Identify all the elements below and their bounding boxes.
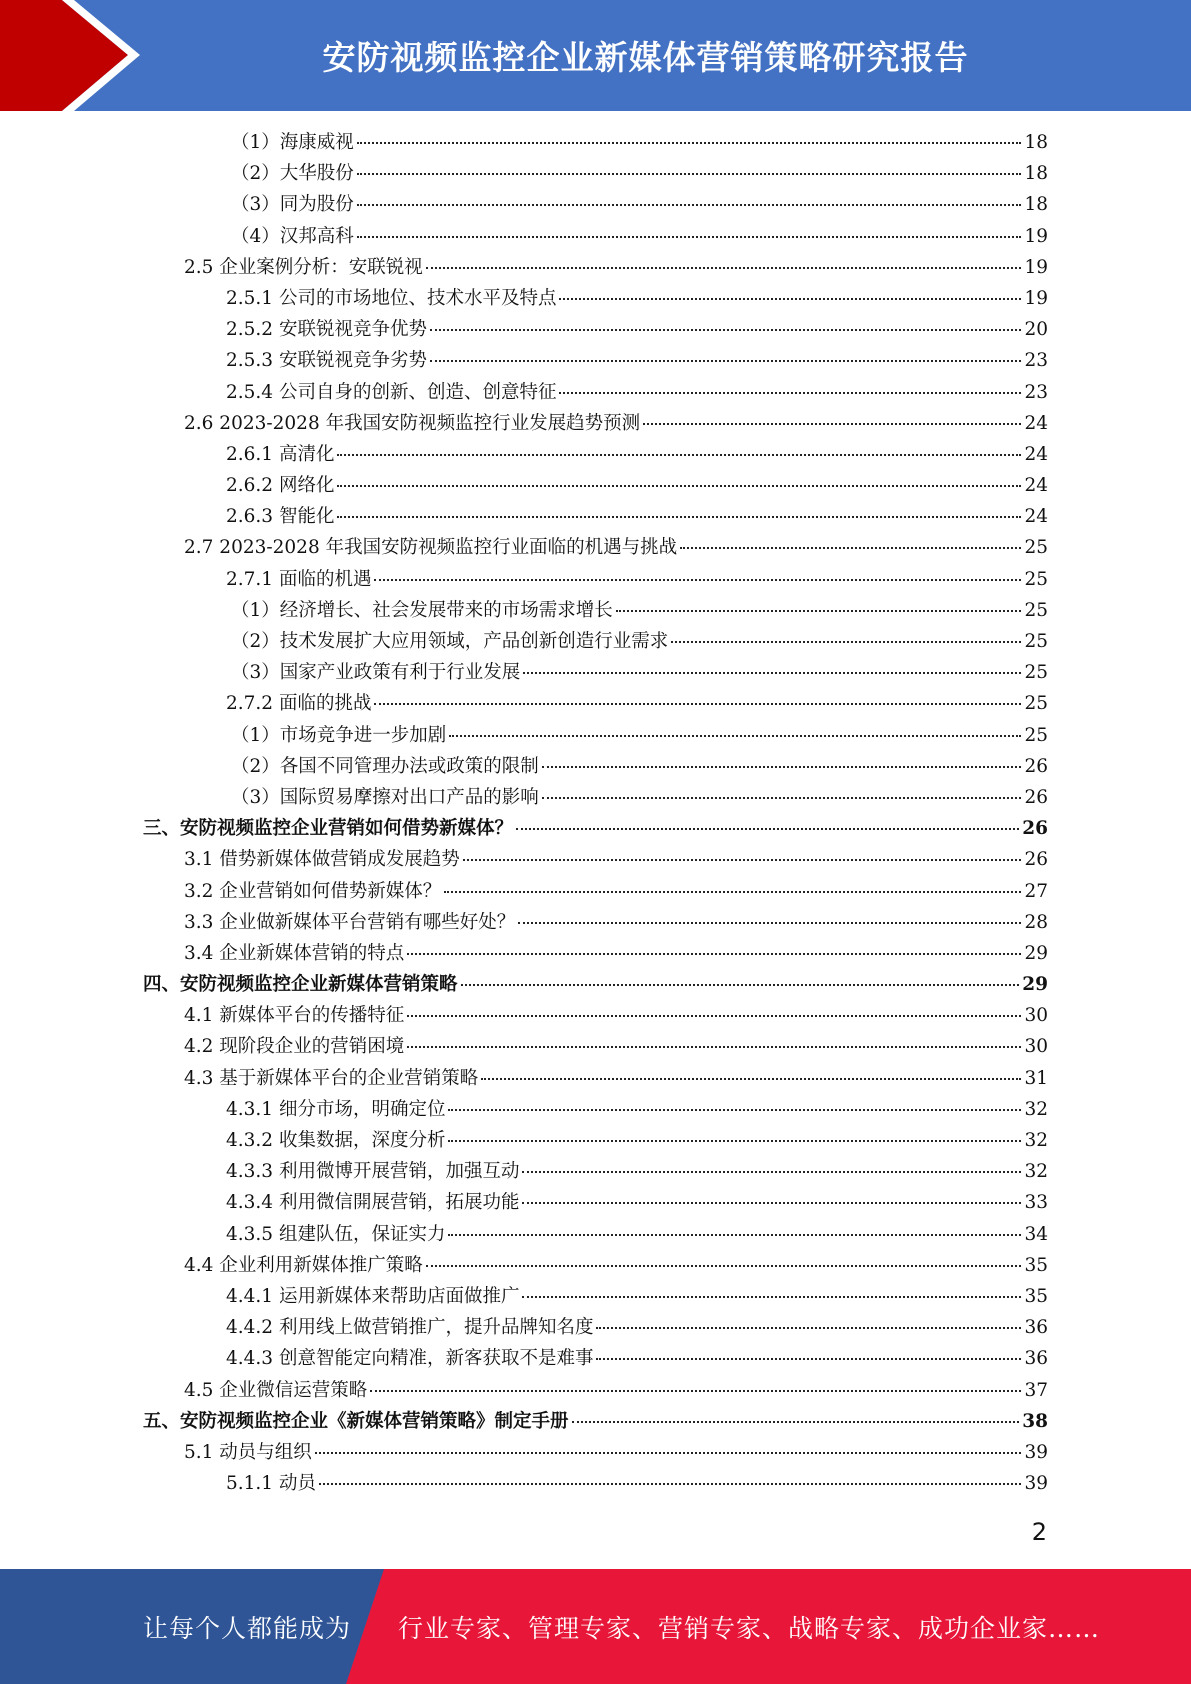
toc-dot-leader xyxy=(518,922,1021,924)
toc-entry-page: 20 xyxy=(1024,319,1048,341)
toc-entry[interactable] xyxy=(143,688,1048,719)
toc-entry-page: 24 xyxy=(1024,506,1048,528)
toc-entry[interactable] xyxy=(143,127,1048,158)
toc-dot-leader xyxy=(516,828,1019,830)
toc-dot-leader xyxy=(481,1078,1021,1080)
header-title: 安防视频监控企业新媒体营销策略研究报告 xyxy=(322,38,969,77)
toc-entry-page: 37 xyxy=(1024,1379,1048,1401)
toc-entry-page: 39 xyxy=(1024,1441,1048,1463)
toc-entry-page: 18 xyxy=(1024,163,1048,185)
toc-entry[interactable] xyxy=(143,1281,1048,1312)
table-of-contents xyxy=(143,127,1048,1499)
toc-dot-leader xyxy=(374,703,1021,705)
toc-dot-leader xyxy=(572,1421,1020,1423)
toc-entry-label: 5.1 动员与组织 xyxy=(184,1441,312,1463)
toc-entry-label: 4.3.3 利用微博开展营销，加强互动 xyxy=(226,1161,520,1183)
toc-entry-label: 3.4 企业新媒体营销的特点 xyxy=(184,942,405,964)
toc-dot-leader xyxy=(357,236,1022,238)
toc-entry-label: 2.6.3 智能化 xyxy=(226,506,335,528)
toc-dot-leader xyxy=(357,204,1022,206)
toc-entry[interactable] xyxy=(143,876,1048,907)
toc-dot-leader xyxy=(522,1171,1021,1173)
toc-entry-page: 30 xyxy=(1024,1036,1048,1058)
toc-dot-leader xyxy=(542,766,1022,768)
toc-entry[interactable] xyxy=(143,532,1048,563)
toc-entry-label: 3.2 企业营销如何借势新媒体？ xyxy=(184,880,442,902)
toc-entry-page: 25 xyxy=(1024,599,1048,621)
toc-entry-label: 2.6.2 网络化 xyxy=(226,475,335,497)
toc-entry[interactable] xyxy=(143,657,1048,688)
toc-entry-label: 2.7.2 面临的挑战 xyxy=(226,693,372,715)
toc-entry-page: 19 xyxy=(1024,225,1048,247)
toc-entry[interactable] xyxy=(143,720,1048,751)
toc-entry[interactable] xyxy=(143,1343,1048,1374)
toc-entry[interactable] xyxy=(143,969,1048,1000)
toc-dot-leader xyxy=(444,891,1021,893)
toc-dot-leader xyxy=(643,423,1021,425)
toc-entry-page: 24 xyxy=(1024,475,1048,497)
toc-entry-label: （3）同为股份 xyxy=(231,194,354,216)
toc-entry-label: 4.3.5 组建队伍，保证实力 xyxy=(226,1223,446,1245)
toc-dot-leader xyxy=(596,1327,1021,1329)
toc-entry-page: 19 xyxy=(1024,256,1048,278)
toc-dot-leader xyxy=(448,1234,1021,1236)
toc-dot-leader xyxy=(461,984,1020,986)
toc-entry[interactable] xyxy=(143,1156,1048,1187)
toc-entry-page: 30 xyxy=(1024,1005,1048,1027)
toc-dot-leader xyxy=(357,142,1022,144)
toc-entry[interactable] xyxy=(143,283,1048,314)
toc-dot-leader xyxy=(370,1390,1021,1392)
toc-entry[interactable] xyxy=(143,1406,1048,1437)
toc-dot-leader xyxy=(337,516,1021,518)
toc-entry-page: 32 xyxy=(1024,1130,1048,1151)
toc-dot-leader xyxy=(559,392,1021,394)
toc-entry-label: 4.3.1 细分市场，明确定位 xyxy=(226,1098,446,1120)
toc-entry[interactable] xyxy=(143,1250,1048,1281)
toc-entry-label: （1）海康威视 xyxy=(231,132,354,153)
toc-entry-page: 33 xyxy=(1024,1192,1048,1214)
toc-entry-label: 2.5.1 公司的市场地位、技术水平及特点 xyxy=(226,287,557,309)
toc-entry-label: 2.7 2023-2028 年我国安防视频监控行业面临的机遇与挑战 xyxy=(184,537,678,559)
toc-dot-leader xyxy=(522,1202,1021,1204)
toc-entry-page: 26 xyxy=(1024,849,1048,871)
toc-entry-page: 35 xyxy=(1024,1254,1048,1276)
toc-entry[interactable] xyxy=(143,221,1048,252)
toc-entry-page: 25 xyxy=(1024,693,1048,715)
toc-entry[interactable] xyxy=(143,408,1048,439)
toc-entry[interactable] xyxy=(143,1000,1048,1031)
toc-entry-label: 4.4.2 利用线上做营销推广，提升品牌知名度 xyxy=(226,1317,594,1339)
toc-dot-leader xyxy=(522,1296,1021,1298)
toc-entry[interactable] xyxy=(143,1312,1048,1343)
toc-entry-page: 31 xyxy=(1024,1067,1048,1089)
toc-entry-page: 35 xyxy=(1024,1285,1048,1307)
page-number: 2 xyxy=(1031,1518,1047,1546)
toc-dot-leader xyxy=(523,672,1021,674)
toc-entry-page: 23 xyxy=(1024,350,1048,372)
toc-dot-leader xyxy=(616,610,1022,612)
toc-dot-leader xyxy=(430,360,1021,362)
toc-entry-label: （3）国家产业政策有利于行业发展 xyxy=(231,662,521,684)
toc-entry-label: （3）国际贸易摩擦对出口产品的影响 xyxy=(231,786,539,808)
toc-entry-page: 25 xyxy=(1024,662,1048,684)
toc-entry-label: 4.4 企业利用新媒体推广策略 xyxy=(184,1254,423,1276)
toc-entry[interactable] xyxy=(143,252,1048,283)
toc-entry-label: 2.6 2023-2028 年我国安防视频监控行业发展趋势预测 xyxy=(184,412,641,434)
toc-entry[interactable] xyxy=(143,595,1048,626)
toc-entry[interactable] xyxy=(143,1375,1048,1406)
toc-entry[interactable] xyxy=(143,1063,1048,1094)
toc-entry-label: 2.5.2 安联锐视竞争优势 xyxy=(226,319,427,341)
toc-dot-leader xyxy=(463,859,1022,861)
toc-entry-page: 25 xyxy=(1024,724,1048,746)
toc-entry-page: 36 xyxy=(1024,1317,1048,1339)
header-chevron-graphic xyxy=(0,0,160,111)
toc-entry-label: 四、安防视频监控企业新媒体营销策略 xyxy=(143,974,458,996)
toc-entry-label: 2.6.1 高清化 xyxy=(226,443,335,465)
toc-entry[interactable] xyxy=(143,501,1048,532)
toc-entry-label: 3.3 企业做新媒体平台营销有哪些好处？ xyxy=(184,911,516,933)
toc-entry-page: 36 xyxy=(1024,1348,1048,1370)
toc-entry[interactable] xyxy=(143,813,1048,844)
toc-entry-page: 25 xyxy=(1024,537,1048,559)
toc-entry[interactable] xyxy=(143,564,1048,595)
toc-entry-page: 32 xyxy=(1024,1161,1048,1183)
toc-entry-page: 27 xyxy=(1024,880,1048,902)
toc-entry-label: 5.1.1 动员 xyxy=(226,1473,316,1495)
toc-entry-page: 26 xyxy=(1022,818,1048,840)
toc-entry-label: （1）经济增长、社会发展带来的市场需求增长 xyxy=(231,599,613,621)
toc-entry-label: 2.7.1 面临的机遇 xyxy=(226,568,372,590)
toc-dot-leader xyxy=(430,329,1021,331)
toc-entry[interactable] xyxy=(143,439,1048,470)
toc-entry-label: 4.5 企业微信运营策略 xyxy=(184,1379,368,1401)
toc-dot-leader xyxy=(407,1046,1021,1048)
toc-entry-label: 三、安防视频监控企业营销如何借势新媒体？ xyxy=(143,818,514,840)
toc-entry[interactable] xyxy=(143,751,1048,782)
toc-entry-page: 26 xyxy=(1024,786,1048,808)
toc-entry[interactable] xyxy=(143,377,1048,408)
toc-entry[interactable] xyxy=(143,782,1048,813)
toc-dot-leader xyxy=(448,1140,1021,1142)
footer-slogan-left: 让每个人都能成为 xyxy=(143,1613,352,1643)
toc-entry-label: 4.4.3 创意智能定向精准，新客获取不是难事 xyxy=(226,1348,594,1370)
toc-entry[interactable] xyxy=(143,1219,1048,1250)
toc-entry-label: （2）各国不同管理办法或政策的限制 xyxy=(231,755,539,777)
toc-entry-label: （4）汉邦高科 xyxy=(231,225,354,247)
toc-entry-page: 19 xyxy=(1024,287,1048,309)
toc-entry-page: 32 xyxy=(1024,1098,1048,1120)
toc-entry-label: 4.3.4 利用微信開展营销，拓展功能 xyxy=(226,1192,520,1214)
toc-entry-label: 3.1 借势新媒体做营销成发展趋势 xyxy=(184,849,460,871)
toc-entry-label: 2.5 企业案例分析：安联锐视 xyxy=(184,256,423,278)
toc-entry-page: 39 xyxy=(1024,1473,1048,1495)
toc-entry-label: 2.5.3 安联锐视竞争劣势 xyxy=(226,350,427,372)
toc-entry-page: 24 xyxy=(1024,443,1048,465)
footer-slogan-right: 行业专家、管理专家、营销专家、战略专家、成功企业家…… xyxy=(398,1613,1101,1643)
toc-entry[interactable] xyxy=(143,1437,1048,1468)
toc-entry-label: 4.2 现阶段企业的营销困境 xyxy=(184,1036,405,1058)
toc-entry[interactable] xyxy=(143,345,1048,376)
toc-dot-leader xyxy=(315,1452,1022,1454)
toc-entry[interactable] xyxy=(143,158,1048,189)
toc-entry-page: 25 xyxy=(1024,568,1048,590)
toc-entry-page: 29 xyxy=(1024,942,1048,964)
toc-entry-label: （2）大华股份 xyxy=(231,163,354,185)
toc-dot-leader xyxy=(671,641,1021,643)
toc-entry-label: 4.1 新媒体平台的传播特征 xyxy=(184,1005,405,1027)
toc-entry[interactable] xyxy=(143,470,1048,501)
page-header xyxy=(0,0,1191,111)
toc-entry-page: 18 xyxy=(1024,132,1048,153)
toc-dot-leader xyxy=(319,1483,1022,1485)
toc-entry-label: 4.3.2 收集数据，深度分析 xyxy=(226,1130,446,1151)
toc-entry-page: 38 xyxy=(1022,1410,1048,1432)
toc-entry[interactable] xyxy=(143,938,1048,969)
toc-entry-page: 34 xyxy=(1024,1223,1048,1245)
toc-dot-leader xyxy=(337,485,1021,487)
toc-entry[interactable] xyxy=(143,844,1048,875)
toc-entry-page: 18 xyxy=(1024,194,1048,216)
toc-entry-label: 五、安防视频监控企业《新媒体营销策略》制定手册 xyxy=(143,1410,569,1432)
toc-entry-label: （1）市场竞争进一步加剧 xyxy=(231,724,447,746)
toc-dot-leader xyxy=(374,579,1021,581)
toc-entry-page: 29 xyxy=(1022,974,1048,996)
toc-entry[interactable] xyxy=(143,1094,1048,1125)
toc-entry[interactable] xyxy=(143,189,1048,220)
toc-entry-page: 25 xyxy=(1024,631,1048,652)
toc-dot-leader xyxy=(542,797,1022,799)
toc-entry[interactable] xyxy=(143,626,1048,657)
toc-dot-leader xyxy=(426,267,1022,269)
toc-entry[interactable] xyxy=(143,1031,1048,1062)
toc-dot-leader xyxy=(337,454,1021,456)
page-footer xyxy=(0,1569,1191,1684)
toc-dot-leader xyxy=(407,1015,1021,1017)
toc-dot-leader xyxy=(448,1109,1021,1111)
toc-entry[interactable] xyxy=(143,314,1048,345)
toc-dot-leader xyxy=(357,173,1022,175)
toc-entry[interactable] xyxy=(143,1187,1048,1218)
toc-entry-label: 4.4.1 运用新媒体来帮助店面做推广 xyxy=(226,1285,520,1307)
toc-entry-page: 28 xyxy=(1024,911,1048,933)
toc-entry-page: 26 xyxy=(1024,755,1048,777)
toc-dot-leader xyxy=(559,298,1021,300)
toc-entry-label: 4.3 基于新媒体平台的企业营销策略 xyxy=(184,1067,479,1089)
toc-entry[interactable] xyxy=(143,1468,1048,1499)
toc-dot-leader xyxy=(426,1265,1022,1267)
toc-entry[interactable] xyxy=(143,1125,1048,1156)
toc-entry-label: （2）技术发展扩大应用领域，产品创新创造行业需求 xyxy=(231,631,669,652)
toc-dot-leader xyxy=(680,547,1021,549)
toc-dot-leader xyxy=(449,735,1021,737)
toc-dot-leader xyxy=(407,953,1021,955)
toc-entry[interactable] xyxy=(143,907,1048,938)
toc-entry-label: 2.5.4 公司自身的创新、创造、创意特征 xyxy=(226,381,557,403)
toc-entry-page: 24 xyxy=(1024,412,1048,434)
toc-entry-page: 23 xyxy=(1024,381,1048,403)
toc-dot-leader xyxy=(596,1358,1021,1360)
